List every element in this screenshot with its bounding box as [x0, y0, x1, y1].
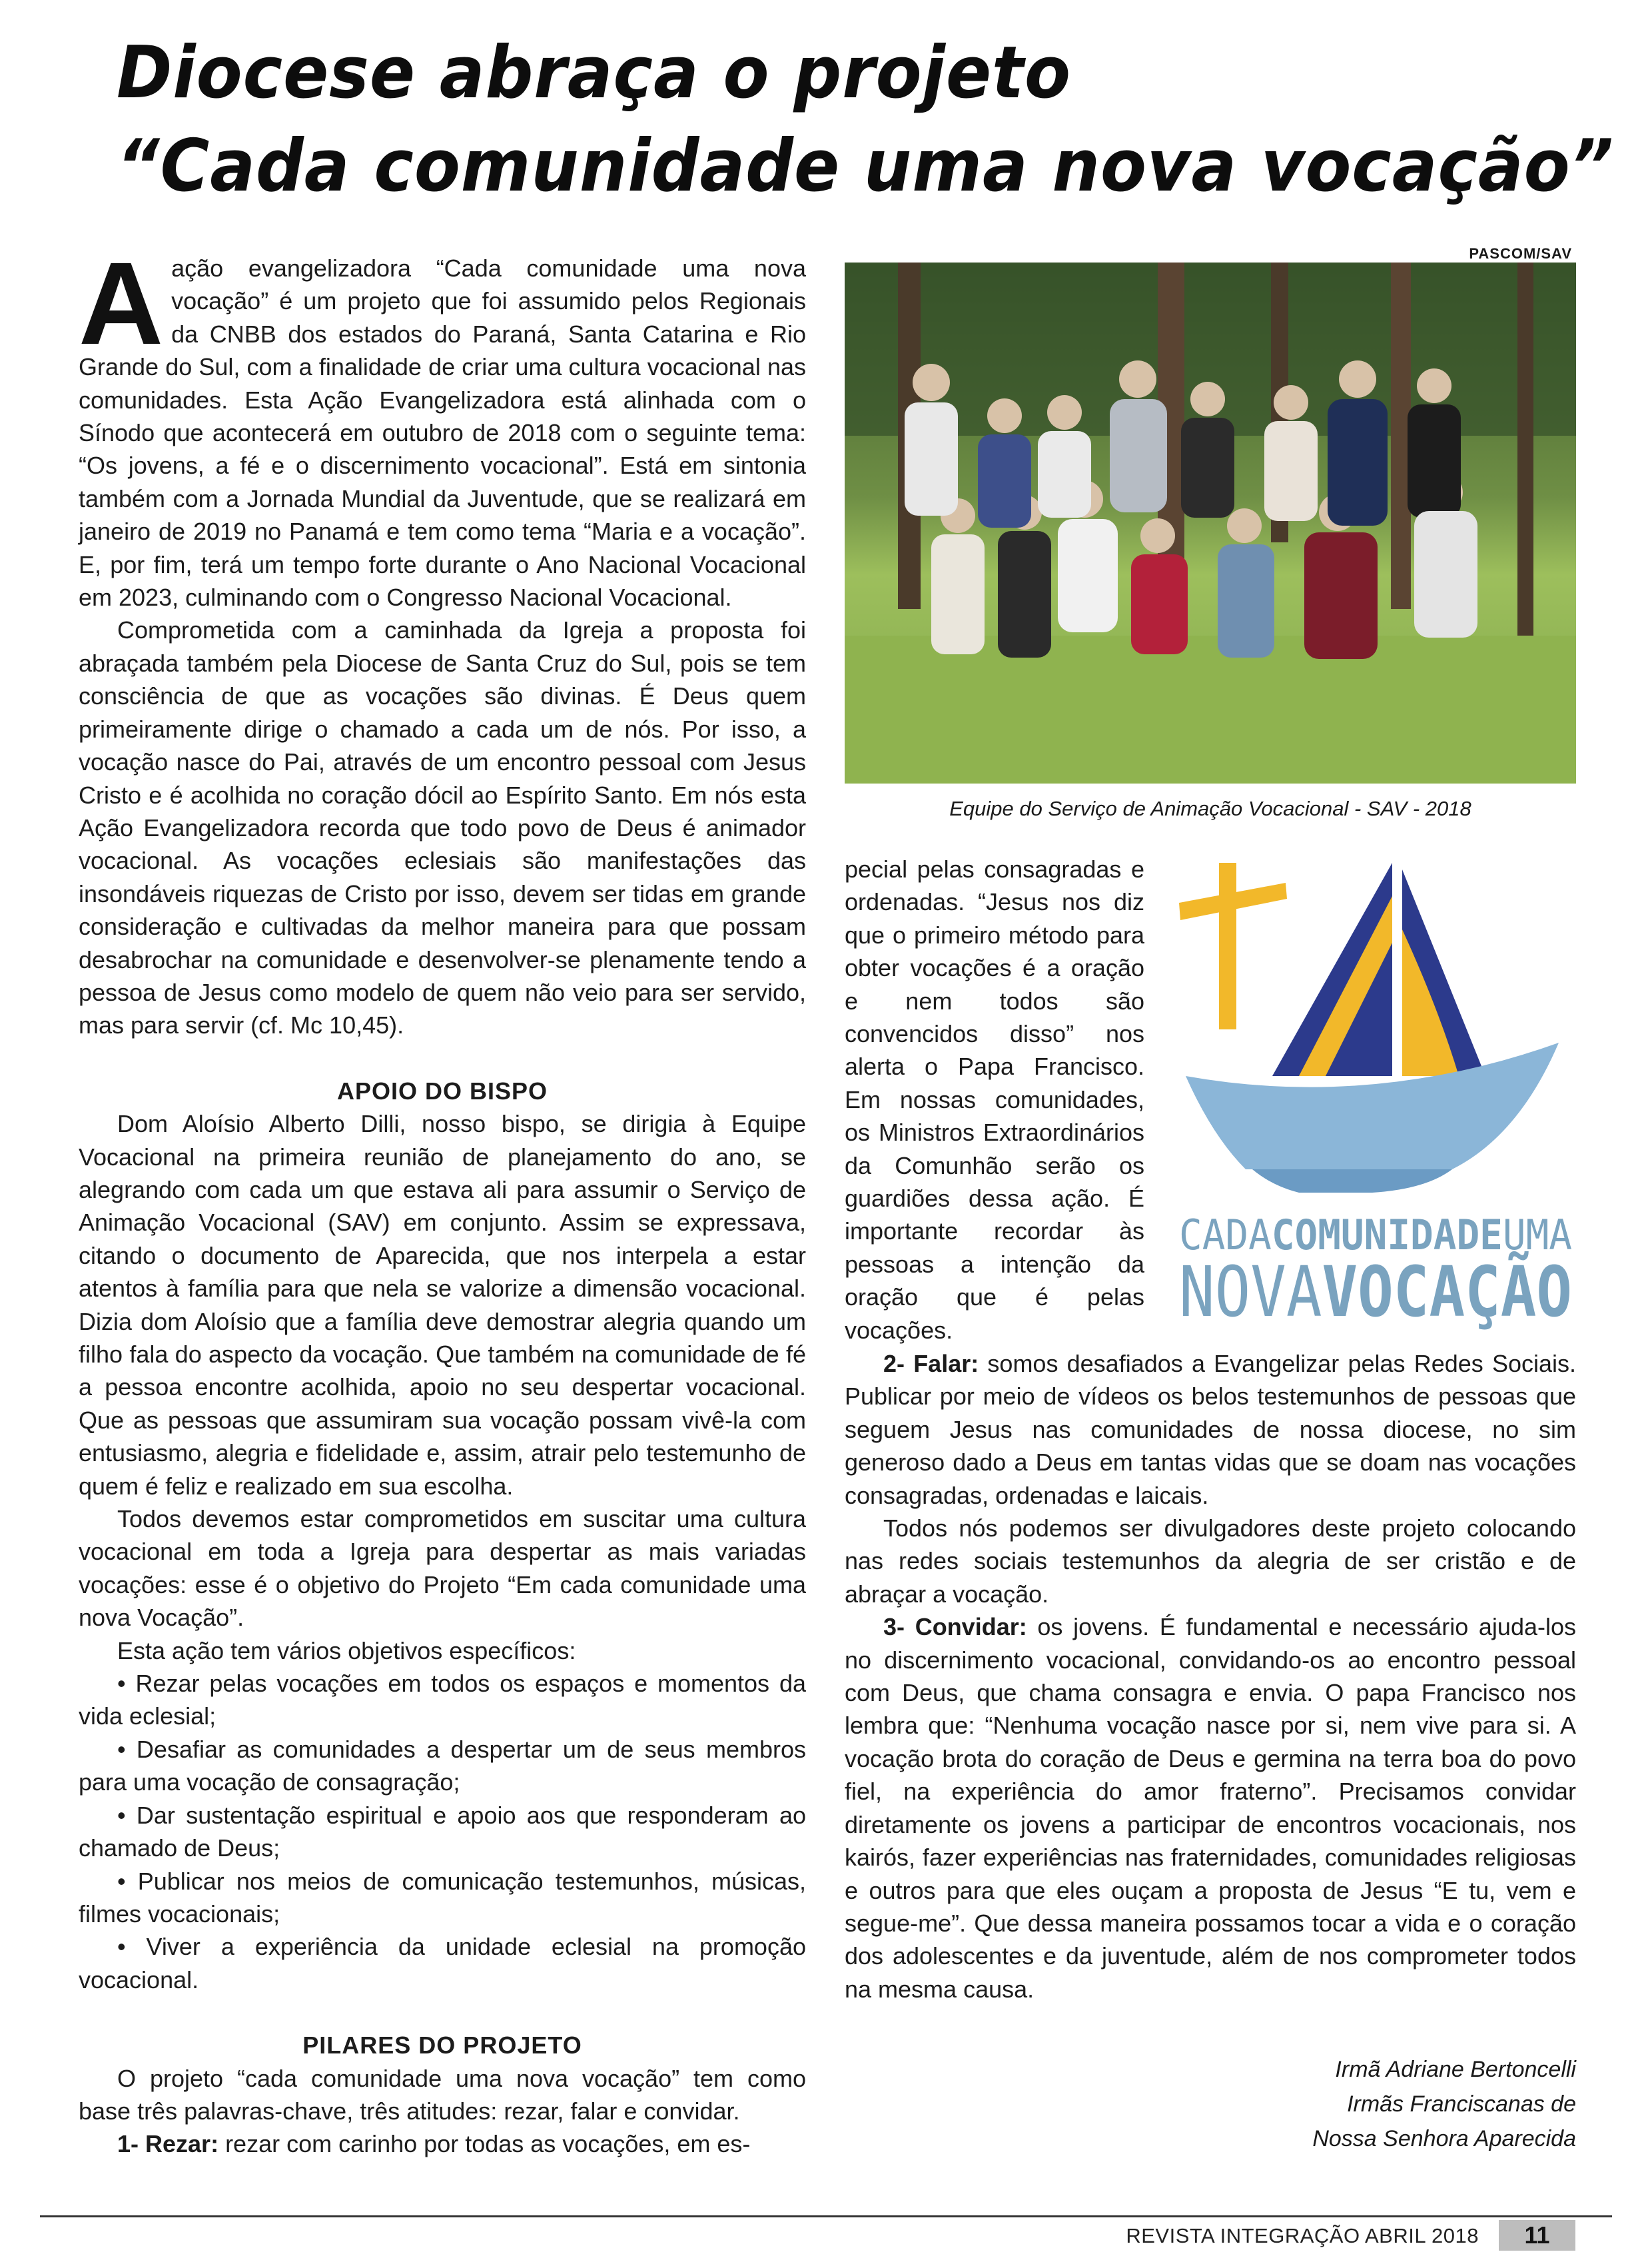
campaign-logo [1172, 856, 1614, 1333]
drop-cap: A [79, 239, 164, 369]
author-name: Irmã Adriane Bertoncelli [1335, 2057, 1576, 2082]
article-left-column [79, 239, 806, 2161]
headline [117, 27, 1615, 213]
paragraph: Comprometida com a caminhada da Igreja a proposta foi abraçada também pela Diocese de Santa Cruz do Sul, pois se tem consciência de que as vocações são divinas. É Deus quem primeiramente dirige o chamado a cada um de nós. Por isso, a vocação nasce do Pai, através de um encontro pessoal com Jesus Cristo e é acolhida no coração dócil ao Espírito Santo. Em nós esta Ação Evangelizadora recorda que todo povo de Deus é animador vocacional. As vocações eclesiais são manifestações das insondáveis riquezas de Cristo por isso, devem ser tidas em grande consideração e cultivadas da melhor maneira para que possam desabrochar na comunidade e desenvolver-se plenamente tendo a pessoa de Jesus como modelo de quem não veio para ser servido, mas para servir (cf. Mc 10,45). [79, 616, 806, 1039]
section-heading-pilares: PILARES DO PROJETO [302, 2031, 582, 2059]
headline-line-2: “Cada comunidade uma nova vocação” [117, 125, 1615, 208]
article-right-wide-column [845, 1347, 1576, 2005]
logo-line1-bold: COMUNIDADE [1271, 1211, 1521, 1259]
logo-line2-bold: VOCAÇÃO [1322, 1251, 1614, 1333]
bullet-item: • Publicar nos meios de comunicação testemunhos, músicas, filmes vocacionais; [79, 1867, 806, 1928]
bullet-item: • Desafiar as comunidades a despertar um de seus membros para uma vocação de consagração; [79, 1735, 806, 1796]
section-heading-apoio: APOIO DO BISPO [336, 1077, 548, 1105]
paragraph: 3- Convidar: os jovens. É fundamental e necessário ajuda-los no discernimento vocacional, convidando-os ao encontro pessoal com Deus, que chama consagra e envia. O papa Francisco nos lembra que: “Nenhuma vocação nasce por si, nem vive para si. A vocação brota do coração de Deus e germina na terra boa do povo fiel, na experiência do amor fraterno”. Precisamos convidar diretamente os jovens a participar de encontros vocacionais, nos kairós, fazer experiências nas fraternidades, comunidades religiosas e outros para que eles ouçam a proposta de Jesus “E tu, vem e segue-me”. Que dessa maneira possamos tocar a vida e o coração dos adolescentes e da juventude, além de nos comprometer todos na mesma causa. [845, 1613, 1576, 2003]
page-number: 11 [1499, 2220, 1575, 2251]
logo-line2-light: NOVA [1179, 1251, 1346, 1333]
author-order-cont: Nossa Senhora Aparecida [1312, 2126, 1576, 2151]
item-lead: 2- Falar: [883, 1350, 979, 1377]
paragraph: O projeto “cada comunidade uma nova vocação” tem como base três palavras-chave, três atitudes: rezar, falar e convidar. [79, 2064, 806, 2125]
paragraph: Esta ação tem vários objetivos específicos: [117, 1636, 576, 1664]
author-signature [1132, 2052, 1576, 2156]
paragraph: Todos nós podemos ser divulgadores deste projeto colocando nas redes sociais testemunhos da alegria de ser cristão e de abraçar a vocação. [845, 1514, 1576, 1608]
boat-sail-cross-logo [1172, 856, 1614, 1333]
footer-divider [40, 2215, 1612, 2217]
logo-line1-light: CADA [1179, 1211, 1279, 1259]
paragraph: Dom Aloísio Alberto Dilli, nosso bispo, se dirigia à Equipe Vocacional na primeira reunião de planejamento do ano, se alegrando com cada um que estava ali para assumir o Serviço de Animação Vocacional (SAV) em conjunto. Assim se expressava, citando o documento de Aparecida, que nos interpela a estar atentos à família para que nela se valorize a dimensão vocacional. Dizia dom Aloísio que a família deve demostrar alegria quando um filho fala do aspecto da vocação. Que também na comunidade de fé a pessoa encontre acolhida, apoio no seu despertar vocacional. Que as pessoas que assumiram sua vocação possam vivê-la com entusiasmo, alegria e fidelidade e, assim, atrair pelo testemunho de quem é feliz e realizado em sua escolha. [79, 1110, 806, 1500]
item-lead: 1- Rezar: [117, 2130, 219, 2158]
intro-paragraph: Aação evangelizadora “Cada comunidade uma nova vocação” é um projeto que foi assumido pelos Regionais da CNBB dos estados do Paraná, Santa Catarina e Rio Grande do Sul, com a finalidade de criar uma cultura vocacional nas comunidades. Esta Ação Evangelizadora está alinhada com o Sínodo que acontecerá em outubro de 2018 com o seguinte tema: “Os jovens, a fé e o discernimento vocacional”. Está em sintonia também com a Jornada Mundial da Juventude, que se realizará em janeiro de 2019 no Panamá e tem como tema “Maria e a vocação”. E, por fim, terá um tempo forte durante o Ano Nacional Vocacional em 2023, culminando com o Congresso Nacional Vocacional. [79, 239, 806, 612]
item-lead: 3- Convidar: [883, 1613, 1027, 1641]
group-photo-illustration [845, 263, 1576, 784]
photo-credit: PASCOM/SAV [1469, 245, 1572, 262]
author-order: Irmãs Franciscanas de [1347, 2091, 1576, 2117]
headline-line-1: Diocese abraça o projeto [117, 31, 1071, 115]
article-right-narrow-column [845, 853, 1144, 1347]
bullet-item: • Rezar pelas vocações em todos os espaços e momentos da vida eclesial; [79, 1670, 806, 1730]
paragraph: 1- Rezar: rezar com carinho por todas as vocações, em es- [117, 2130, 751, 2158]
bullet-item: • Viver a experiência da unidade eclesial na promoção vocacional. [79, 1933, 806, 1993]
photo-caption: Equipe do Serviço de Animação Vocacional - SAV - 2018 [949, 797, 1471, 820]
publication-name: REVISTA INTEGRAÇÃO ABRIL 2018 [1126, 2224, 1479, 2247]
paragraph: pecial pelas consagradas e ordenadas. “Jesus nos diz que o primeiro método para obter vocações é a oração e nem todos são convencidos disso” nos alerta o Papa Francisco. Em nossas comunidades, os Ministros Extraordinários da Comunhão serão os guardiões dessa ação. É importante recordar às pessoas a intenção da oração que é pelas vocações. [845, 855, 1144, 1344]
group-photo [845, 263, 1576, 784]
paragraph: Todos devemos estar comprometidos em suscitar uma cultura vocacional em toda a Igreja para despertar as mais variadas vocações: esse é o objetivo do Projeto “Em cada comunidade uma nova Vocação”. [79, 1505, 806, 1632]
logo-line1-light2: UMA [1502, 1211, 1577, 1259]
cross-icon [1219, 863, 1236, 1029]
bullet-item: • Dar sustentação espiritual e apoio aos que responderam ao chamado de Deus; [79, 1801, 806, 1862]
paragraph: 2- Falar: somos desafiados a Evangelizar pelas Redes Sociais. Publicar por meio de vídeos os belos testemunhos de pessoas que seguem Jesus nas comunidades de nossa diocese, no sim generoso dado a Deus em tantas vidas que se doam nas vocações consagradas, ordenadas e laicais. [845, 1350, 1576, 1509]
svg-text:NOVAVOCAÇÃO [1179, 1251, 1614, 1333]
